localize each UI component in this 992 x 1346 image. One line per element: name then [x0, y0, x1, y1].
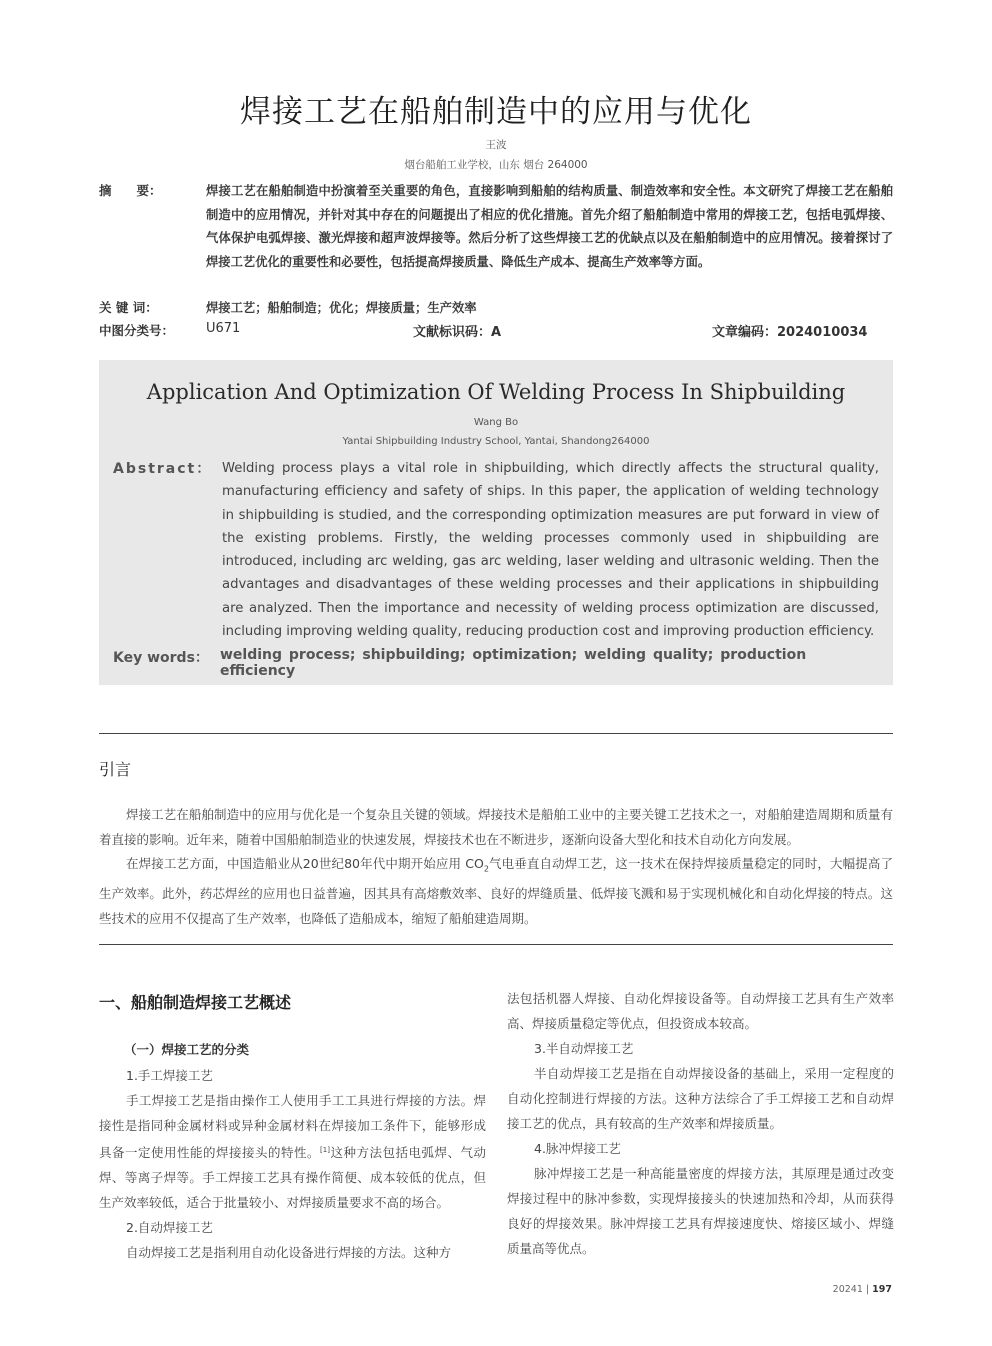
english-title: Application And Optimization Of Welding Process In Shipbuilding	[146, 380, 846, 404]
intro-paragraph-2: 在焊接工艺方面，中国造船业从20世纪80年代中期开始应用 $CO_2$气电垂直自动焊工艺，这一技术在保持焊接质量稳定的同时，大幅提高了生产效率。此外，药芯焊丝的应用也日益普遍，因其具有高熔敷效率、良好的焊缝质量、低焊接飞溅和易于实现机械化和自动化焊接的特点。这些技术的应用不仅提高了生产效率，也降低了造船成本，缩短了船舶建造周期。	[99, 856, 893, 926]
subsection-heading: （一）焊接工艺的分类	[124, 1042, 250, 1057]
section-heading: 一、船舶制造焊接工艺概述	[99, 993, 292, 1012]
left-column	[99, 1063, 486, 1265]
right-column	[507, 986, 894, 1261]
article-number: 文章编码：2024010034	[712, 325, 868, 340]
intro-paragraph-1: 焊接工艺在船舶制造中的应用与优化是一个复杂且关键的领域。焊接技术是船舶工业中的主要关键工艺技术之一，对船舶建造周期和质量有着直接的影响。近年来，随着中国船舶制造业的快速发展，焊接技术也在不断进步，逐渐向设备大型化和技术自动化方向发展。	[99, 807, 893, 847]
item1-title: 1.手工焊接工艺	[126, 1068, 213, 1083]
english-abstract-label: Abstract：	[113, 461, 213, 477]
abstract-cn-text: 焊接工艺在船舶制造中扮演着至关重要的角色，直接影响到船舶的结构质量、制造效率和安全性。本文研究了焊接工艺在船舶制造中的应用情况，并针对其中存在的问题提出了相应的优化措施。首先介绍了船舶制造中常用的焊接工艺，包括电弧焊接、气体保护电弧焊接、激光焊接和超声波焊接等。然后分析了这些焊接工艺的优缺点以及在船舶制造中的应用情况。接着探讨了焊接工艺优化的重要性和必要性，包括提高焊接质量、降低生产成本、提高生产效率等方面。	[206, 184, 893, 269]
english-abstract-box	[99, 360, 893, 685]
item3-title: 3.半自动焊接工艺	[534, 1041, 634, 1056]
english-abstract-text: Welding process plays a vital role in shipbuilding, which directly affects the structural quality, manufacturing efficiency and safety of ships. In this paper, the application of welding technology in shipbuilding is studied, and the corresponding optimization measures are put forward in view of the existing problems. Firstly, the welding processes commonly used in shipbuilding are introduced, including arc welding, gas arc welding, laser welding and ultrasonic welding. Then the advantages and disadvantages of these welding processes and their applications in shipbuilding are analyzed. Then the importance and necessity of welding process optimization are discussed, including improving welding quality, reducing production cost and improving production efficiency.	[222, 461, 879, 640]
keywords-cn-label: 关 键 词：	[99, 300, 158, 315]
english-keywords-text: welding process; shipbuilding; optimization; welding quality; production efficiency	[220, 647, 807, 679]
page-footer: 20241 | 197	[832, 1284, 892, 1295]
author-name: 王波	[485, 139, 507, 151]
paper-title: 焊接工艺在船舶制造中的应用与优化	[240, 94, 752, 130]
item4-paragraph: 脉冲焊接工艺是一种高能量密度的焊接方法，其原理是通过改变焊接过程中的脉冲参数，实现焊接接头的快速加热和冷却，从而获得良好的焊接效果。脉冲焊接工艺具有焊接速度快、熔接区域小、焊缝质量高等优点。	[507, 1166, 894, 1256]
item1-paragraph: 手工焊接工艺是指由操作工人使用手工工具进行焊接的方法。焊接性是指同种金属材料或异种金属材料在焊接加工条件下，能够形成具备一定使用性能的焊接接头的特性。[1]这种方法包括电弧焊、气动焊、等离子焊等。手工焊接工艺具有操作简便、成本较低的优点，但生产效率较低，适合于批量较小、对焊接质量要求不高的场合。	[99, 1093, 486, 1211]
english-keywords-label: Key words：	[113, 650, 209, 666]
english-author: Wang Bo	[473, 417, 519, 428]
item4-title: 4.脉冲焊接工艺	[534, 1141, 621, 1156]
divider-bottom	[99, 944, 893, 945]
clc-value: U671	[206, 321, 241, 336]
author-affiliation: 烟台船舶工业学校，山东 烟台 264000	[404, 159, 588, 171]
item2-paragraph-end: 法包括机器人焊接、自动化焊接设备等。自动焊接工艺具有生产效率高、焊接质量稳定等优点，但投资成本较高。	[507, 991, 894, 1031]
item2-paragraph-start: 自动焊接工艺是指利用自动化设备进行焊接的方法。这种方	[126, 1245, 452, 1261]
english-affiliation: Yantai Shipbuilding Industry School, Yantai, Shandong264000	[342, 436, 650, 447]
abstract-cn-label: 摘 要：	[99, 183, 162, 198]
clc-label: 中图分类号：	[99, 323, 175, 338]
divider-top	[99, 733, 893, 734]
keywords-cn-text: 焊接工艺；船舶制造；优化；焊接质量；生产效率	[206, 301, 477, 315]
item3-paragraph: 半自动焊接工艺是指在自动焊接设备的基础上，采用一定程度的自动化控制进行焊接的方法。这种方法综合了手工焊接工艺和自动焊接工艺的优点，具有较高的生产效率和焊接质量。	[507, 1066, 894, 1131]
item2-title: 2.自动焊接工艺	[126, 1220, 213, 1236]
intro-heading: 引言	[99, 760, 132, 779]
document-code: 文献标识码：A	[413, 325, 502, 340]
